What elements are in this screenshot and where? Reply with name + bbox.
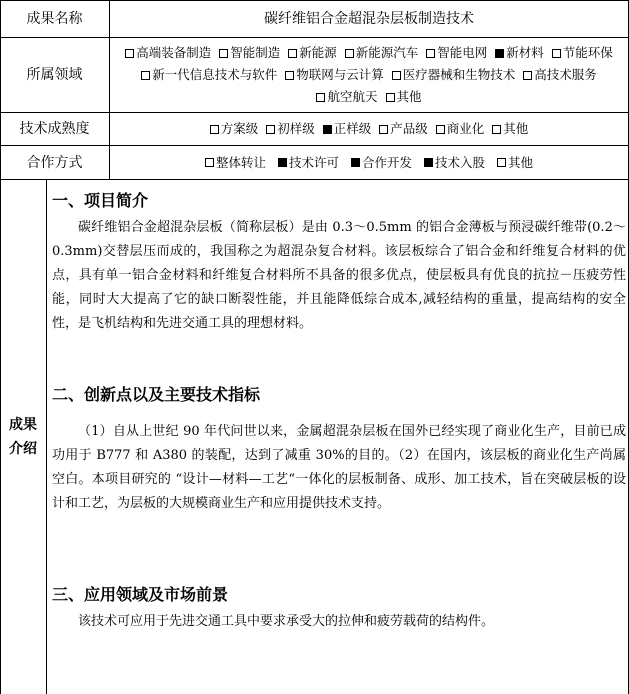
option-item[interactable] [497,152,533,174]
option-item[interactable] [523,64,597,86]
option-label: 商业化 [446,121,485,136]
section-heading: 二、创新点以及主要技术指标 [52,385,261,404]
checked-box-icon[interactable] [351,158,360,167]
section-paragraph: 碳纤维铝合金超混杂层板（简称层板）是由 0.3～0.5mm 的铝合金薄板与预浸碳纤维带(0.2～0.3mm)交替层压而成的，我国称之为超混杂复合材料。该层板综合了铝合金和纤维复合材料的优点，具有单一铝合金材料和纤维复合材料所不具备的很多优点，使层板具有优良的抗拉－压疲劳性能，同时大大提高了它的缺口断裂性能，并且能降低综合成本,减轻结构的重量，提高结构的安全性，是飞机结构和先进交通工具的理想材料。 [52,220,626,331]
option-item[interactable] [379,118,428,140]
option-item[interactable] [351,152,412,174]
column-divider [46,179,47,694]
option-label: 新材料 [506,45,544,60]
option-label: 节能环保 [562,45,613,60]
section-project-intro [52,190,626,336]
option-label: 合作开发 [361,154,412,170]
option-label: 正样级 [333,121,372,136]
unchecked-box-icon[interactable] [492,125,501,134]
achievement-name: 碳纤维铝合金超混杂层板制造技术 [264,10,474,27]
cooperation-options [201,152,537,174]
option-label: 技术许可 [288,154,339,170]
cooperation-options-cell [110,146,628,179]
option-label: 新能源汽车 [355,45,419,60]
field-options [110,42,628,108]
unchecked-box-icon[interactable] [288,49,297,58]
option-label: 方案级 [220,121,259,136]
unchecked-box-icon[interactable] [266,125,275,134]
option-label: 技术入股 [435,154,486,170]
section-innovation [52,384,626,516]
row-label-maturity: 技术成熟度 [19,121,90,137]
unchecked-box-icon[interactable] [219,49,228,58]
option-item[interactable] [436,118,485,140]
section-application [52,584,626,634]
section-heading: 一、项目简介 [52,191,149,210]
side-label-line-1: 成果 [9,417,37,433]
option-label: 高技术服务 [534,67,597,82]
option-label: 初样级 [277,121,315,136]
option-label: 医疗器械和生物技术 [402,67,516,82]
option-label: 其他 [503,121,529,136]
unchecked-box-icon[interactable] [205,158,214,167]
section-paragraph: 该技术可应用于先进交通工具中要求承受大的拉伸和疲劳载荷的结构件。 [78,614,495,629]
option-item[interactable] [424,152,485,174]
option-item[interactable] [205,152,266,174]
unchecked-box-icon[interactable] [141,71,150,80]
option-item[interactable] [426,42,487,64]
row-label-name: 成果名称 [26,10,83,27]
checked-box-icon[interactable] [323,125,332,134]
unchecked-box-icon[interactable] [436,125,445,134]
option-label: 高端装备制造 [136,45,212,60]
checked-box-icon[interactable] [424,158,433,167]
option-item[interactable] [278,152,339,174]
row-label-field: 所属领域 [26,67,83,83]
field-options-cell [110,38,628,112]
unchecked-box-icon[interactable] [345,49,354,58]
checked-box-icon[interactable] [495,49,504,58]
option-item[interactable] [392,64,516,86]
unchecked-box-icon[interactable] [210,125,219,134]
option-label: 新能源 [299,45,337,60]
side-label-line-2: 介绍 [9,441,37,457]
unchecked-box-icon[interactable] [125,49,134,58]
option-item[interactable] [210,118,259,140]
option-item[interactable] [285,64,384,86]
option-item[interactable] [125,42,211,64]
section-heading: 三、应用领域及市场前景 [52,585,229,604]
option-label: 其他 [508,154,534,170]
unchecked-box-icon[interactable] [523,71,532,80]
option-item[interactable] [386,86,422,108]
option-item[interactable] [316,86,377,108]
option-item[interactable] [323,118,372,140]
unchecked-box-icon[interactable] [426,49,435,58]
option-item[interactable] [141,64,277,86]
option-item[interactable] [288,42,337,64]
option-label: 其他 [396,89,422,104]
option-label: 新一代信息技术与软件 [152,67,278,82]
option-item[interactable] [552,42,613,64]
unchecked-box-icon[interactable] [386,93,395,102]
row-label-cooperation: 合作方式 [26,154,83,171]
option-label: 产品级 [390,121,428,136]
option-label: 智能制造 [230,45,281,60]
option-item[interactable] [345,42,419,64]
unchecked-box-icon[interactable] [392,71,401,80]
unchecked-box-icon[interactable] [285,71,294,80]
option-label: 智能电网 [437,45,488,60]
maturity-options [206,118,533,140]
unchecked-box-icon[interactable] [552,49,561,58]
checked-box-icon[interactable] [278,158,287,167]
option-item[interactable] [266,118,315,140]
option-label: 航空航天 [327,89,378,104]
section-paragraph: （1）自从上世纪 90 年代问世以来，金属超混杂层板在国外已经实现了商业化生产，目前已成功用于 B777 和 A380 的装配，达到了减重 30%的目的。（2）在国内，该层板的商业化生产尚属空白。本项目研究的 “设计—材料—工艺“一体化的层板制备、成形、加工技术，旨在突破层板的设计和工艺，为层板的大规模商业生产和应用提供技术支持。 [52,424,626,511]
intro-side-label [0,180,46,694]
row-divider [0,179,629,180]
unchecked-box-icon[interactable] [497,158,506,167]
option-label: 物联网与云计算 [296,67,384,82]
unchecked-box-icon[interactable] [379,125,388,134]
unchecked-box-icon[interactable] [316,93,325,102]
option-item[interactable] [495,42,544,64]
option-label: 整体转让 [215,154,266,170]
option-item[interactable] [219,42,280,64]
maturity-options-cell [110,113,628,145]
option-item[interactable] [492,118,528,140]
